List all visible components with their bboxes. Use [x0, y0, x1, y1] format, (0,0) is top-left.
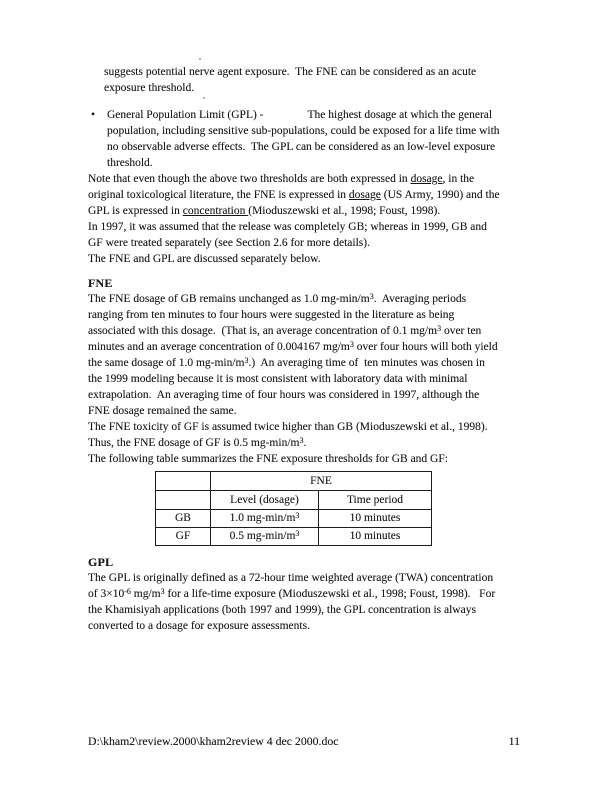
heading-gpl: GPL [88, 555, 114, 569]
text-line: FNE dosage remained the same. [88, 405, 237, 417]
bullet-icon: • [91, 109, 96, 121]
paragraph-gf-toxicity [88, 419, 526, 451]
paragraph-1997-release [88, 219, 526, 251]
table-col-header-time: Time period [319, 491, 432, 510]
table-group-header: FNE [211, 472, 432, 491]
text-line: GF were treated separately (see Section 2.6 for more details). [88, 237, 370, 249]
text-line: The FNE toxicity of GF is assumed twice higher than GB (Mioduszewski et al., 1998). [88, 421, 488, 433]
table-group-header-row [156, 472, 432, 491]
paragraph-note-thresholds [88, 171, 526, 219]
text-line: Thus, the FNE dosage of GF is 0.5 $mg-\min/m^3$. [88, 435, 307, 449]
text-line: Note that even though the above two thresholds are both expressed in dosage, in the [88, 173, 475, 185]
cell-level-gb: 1.0 $mg-\min/m^3$ [211, 510, 319, 528]
bullet-text [107, 107, 526, 171]
text-line: original toxicological literature, the FNE is expressed in dosage (US Army, 1990) and the [88, 189, 500, 201]
text-line: ranging from ten minutes to four hours were suggested in the literature as being [88, 309, 455, 321]
paragraph-discussed-below [88, 251, 526, 267]
table-row-gf [156, 528, 432, 546]
table-column-header-row [156, 491, 432, 510]
text-line: of $3\times 10^{-6}$ $mg/m^3$ for a life-time exposure (Mioduszewski et al., 1998; Foust, 1998). For [88, 586, 496, 600]
document-body [88, 64, 526, 634]
text-line: minutes and an average concentration of 0.004167 $mg/m^3$ over four hours will both yield [88, 339, 498, 353]
text-line: GPL is expressed in concentration (Mioduszewski et al., 1998; Foust, 1998). [88, 205, 441, 217]
text-line: In 1997, it was assumed that the release was completely GB; whereas in 1999, GB and [88, 221, 487, 233]
page-footer [88, 734, 520, 748]
heading-fne: FNE [88, 276, 113, 290]
text-line: no observable adverse effects. The GPL can be considered as an low-level exposure [107, 141, 496, 153]
text-line: threshold. [107, 157, 153, 169]
cell-time-gb: 10 minutes [319, 510, 432, 528]
text-line: suggests potential nerve agent exposure. The FNE can be considered as an acute [104, 66, 477, 78]
fne-thresholds-table [155, 471, 432, 546]
paragraph-table-intro [88, 451, 526, 467]
text-line: The following table summarizes the FNE exposure thresholds for GB and GF: [88, 453, 448, 465]
text-line: General Population Limit (GPL) - The highest dosage at which the general [107, 109, 493, 121]
text-line: converted to a dosage for exposure assessments. [88, 620, 310, 632]
cell-agent-gb: GB [156, 510, 211, 528]
scan-speck [199, 58, 201, 60]
scan-speck [203, 97, 205, 99]
paragraph-fne-dosage [88, 291, 526, 419]
text-line: the 1999 modeling because it is most consistent with laboratory data with minimal [88, 373, 468, 385]
table-corner-cell-2 [156, 491, 211, 510]
cell-agent-gf: GF [156, 528, 211, 546]
text-line: population, including sensitive sub-populations, could be exposed for a life time with [107, 125, 500, 137]
text-line: extrapolation. An averaging time of four hours was considered in 1997, although the [88, 389, 480, 401]
paragraph-gpl-definition [88, 570, 526, 634]
table-row-gb [156, 510, 432, 528]
table-col-header-level: Level (dosage) [211, 491, 319, 510]
text-line: The FNE dosage of GB remains unchanged as 1.0 $mg-\min/m^3$. Averaging periods [88, 291, 467, 305]
footer-file-path: D:\kham2\review.2000\kham2review 4 dec 2000.doc [88, 734, 339, 748]
bullet-item-gpl [91, 107, 526, 171]
paragraph-continuation [104, 64, 526, 96]
table-corner-cell [156, 472, 211, 491]
text-line: the Khamisiyah applications (both 1997 and 1999), the GPL concentration is always [88, 604, 476, 616]
text-line: The GPL is originally defined as a 72-hour time weighted average (TWA) concentration [88, 572, 494, 584]
footer-page-number: 11 [508, 734, 520, 748]
cell-level-gf: 0.5 $mg-\min/m^3$ [211, 528, 319, 546]
text-line: The FNE and GPL are discussed separately below. [88, 253, 321, 265]
text-line: associated with this dosage. (That is, an average concentration of 0.1 $mg/m^3$ over ten [88, 323, 482, 337]
text-line: exposure threshold. [104, 82, 195, 94]
cell-time-gf: 10 minutes [319, 528, 432, 546]
text-line: the same dosage of 1.0 $mg-\min/m^3$.) An averaging time of ten minutes was chosen in [88, 355, 485, 369]
